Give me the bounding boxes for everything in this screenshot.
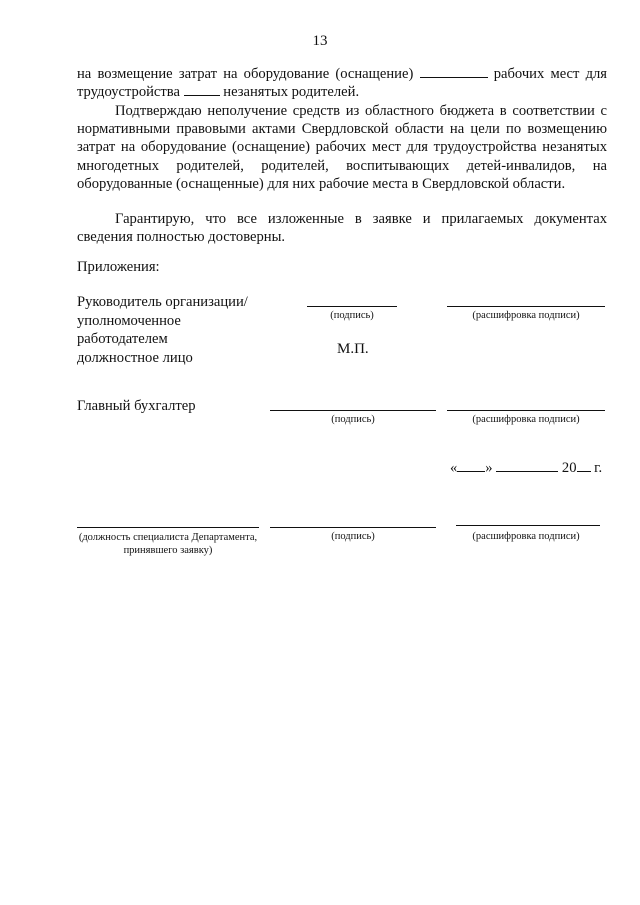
chief-accountant-role: Главный бухгалтер: [77, 398, 196, 414]
specialist-position-caption: [68, 531, 268, 557]
paragraph-guarantee: Гарантирую, что все изложенные в заявке и прилагаемых документах сведения полностью достоверны.: [77, 211, 607, 246]
seal-mark: М.П.: [337, 341, 369, 357]
paragraph-costs: [77, 65, 607, 101]
date-day-blank[interactable]: [457, 459, 485, 472]
head-role-line: Руководитель организации/: [77, 294, 248, 310]
paragraph-costs-part2: рабочих мест для трудоустройства: [77, 66, 607, 101]
head-decoding-line[interactable]: [447, 306, 605, 307]
head-decoding-caption: (расшифровка подписи): [472, 310, 580, 321]
head-role-line: уполномоченное: [77, 312, 181, 329]
head-signature-line[interactable]: [307, 306, 397, 307]
paragraph-costs-part1: на возмещение затрат на оборудование (оснащение): [77, 66, 414, 82]
specialist-position-caption-line1: (должность специалиста Департамента,: [78, 532, 258, 543]
specialist-decoding-caption: (расшифровка подписи): [472, 531, 580, 542]
head-signature-caption: (подпись): [330, 310, 374, 321]
chief-accountant-signature-line[interactable]: [270, 410, 436, 411]
page-number: 13: [312, 33, 328, 49]
attachments-label: Приложения:: [77, 259, 160, 275]
parents-count-blank: [184, 83, 220, 96]
date-year-blank[interactable]: [577, 459, 591, 472]
paragraph-confirmation: Подтверждаю неполучение средств из областного бюджета в соответствии с нормативными правовыми актами Свердловской области на цели по возмещению затрат на оборудование (оснащение) рабочих мест для трудоустройства незанятых многодетных родителей, родителей, воспитывающих детей-инвалидов, на оборудованные (оснащенные) для них рабочие места в Свердловской области.: [77, 103, 607, 192]
date-line: [450, 459, 602, 477]
chief-accountant-decoding-line[interactable]: [447, 410, 605, 411]
date-month-blank[interactable]: [496, 459, 558, 472]
head-role-line: должностное лицо: [77, 349, 193, 366]
specialist-signature-line[interactable]: [270, 527, 436, 528]
paragraph-costs-part3: незанятых родителей.: [223, 84, 360, 101]
date-close-quote: »: [485, 460, 493, 476]
head-role: [77, 293, 277, 367]
workplaces-count-blank: [420, 65, 488, 78]
specialist-position-line[interactable]: [77, 527, 259, 528]
chief-accountant-decoding-caption: (расшифровка подписи): [472, 414, 580, 425]
specialist-position-caption-line2: принявшего заявку): [123, 545, 213, 556]
date-year-prefix: 20: [561, 460, 577, 476]
head-role-line: работодателем: [77, 331, 168, 347]
date-year-suffix: г.: [594, 460, 603, 476]
specialist-signature-caption: (подпись): [331, 531, 375, 542]
chief-accountant-signature-caption: (подпись): [331, 414, 375, 425]
date-open-quote: «: [450, 460, 458, 476]
specialist-decoding-line[interactable]: [456, 525, 600, 526]
